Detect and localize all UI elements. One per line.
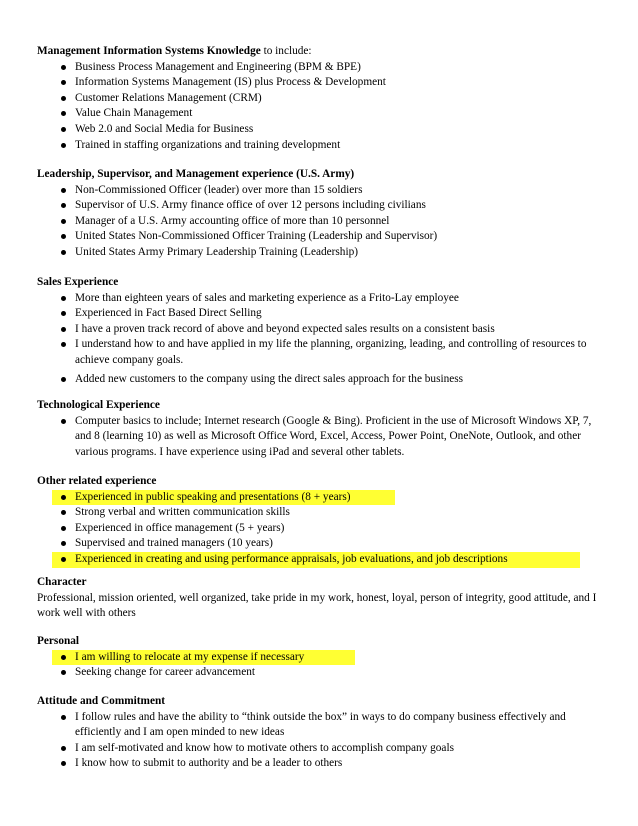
other-section [37, 474, 603, 568]
mis-section [37, 44, 603, 153]
list-item: Customer Relations Management (CRM) [37, 91, 603, 107]
leadership-list [37, 183, 603, 261]
section-heading: Personal [37, 635, 80, 647]
personal-section [37, 634, 603, 681]
list-item: Non-Commissioned Officer (leader) over more than 15 soldiers [37, 183, 603, 199]
section-heading: Character [37, 576, 87, 588]
list-item: Web 2.0 and Social Media for Business [37, 122, 603, 138]
list-item: Computer basics to include; Internet research (Google & Bing). Proficient in the use of Microsoft Windows XP, 7, and 8 (learning 10) as well as Microsoft Office Word, Excel, Access, Power Point, OneNote, Outlook, and other various programs. I have experience using iPad and several other tablets. [37, 414, 603, 461]
list-item: I am self-motivated and know how to motivate others to accomplish company goals [37, 741, 603, 757]
bullet-icon [61, 234, 66, 239]
bullet-icon [61, 250, 66, 255]
list-item: Supervised and trained managers (10 years) [37, 536, 603, 552]
bullet-icon [61, 495, 66, 500]
bullet-icon [61, 65, 66, 70]
bullet-icon [61, 203, 66, 208]
bullet-icon [61, 670, 66, 675]
list-item: I understand how to and have applied in my life the planning, organizing, leading, and controlling of resources to achieve company goals. [37, 337, 603, 368]
list-item: Trained in staffing organizations and training development [37, 138, 603, 154]
list-item-highlighted: Experienced in public speaking and presentations (8 + years) [52, 490, 395, 506]
tech-list [37, 414, 603, 461]
list-item-highlighted: I am willing to relocate at my expense if necessary [52, 650, 355, 666]
bullet-icon [61, 219, 66, 224]
list-item: Strong verbal and written communication skills [37, 505, 603, 521]
list-item: Information Systems Management (IS) plus Process & Development [37, 75, 603, 91]
list-item: Supervisor of U.S. Army finance office of over 12 persons including civilians [37, 198, 603, 214]
list-item: Experienced in Fact Based Direct Selling [37, 306, 603, 322]
bullet-icon [61, 541, 66, 546]
bullet-icon [61, 342, 66, 347]
personal-list [37, 650, 603, 681]
bullet-icon [61, 188, 66, 193]
bullet-icon [61, 655, 66, 660]
attitude-section [37, 694, 603, 772]
bullet-icon [61, 296, 66, 301]
bullet-icon [61, 715, 66, 720]
bullet-icon [61, 746, 66, 751]
bullet-icon [61, 377, 66, 382]
bullet-icon [61, 80, 66, 85]
list-item: United States Non-Commissioned Officer Training (Leadership and Supervisor) [37, 229, 603, 245]
other-list [37, 490, 603, 568]
character-section [37, 575, 603, 622]
bullet-icon [61, 127, 66, 132]
list-item: More than eighteen years of sales and marketing experience as a Frito-Lay employee [37, 291, 603, 307]
list-item: I know how to submit to authority and be a leader to others [37, 756, 603, 772]
section-heading: Sales Experience [37, 276, 119, 288]
bullet-icon [61, 311, 66, 316]
bullet-icon [61, 526, 66, 531]
list-item: I have a proven track record of above and beyond expected sales results on a consistent basis [37, 322, 603, 338]
bullet-icon [61, 510, 66, 515]
list-item: Value Chain Management [37, 106, 603, 122]
list-item: Added new customers to the company using the direct sales approach for the business [37, 372, 603, 388]
bullet-icon [61, 419, 66, 424]
list-item: Experienced in office management (5 + years) [37, 521, 603, 537]
list-item-highlighted: Experienced in creating and using performance appraisals, job evaluations, and job descriptions [52, 552, 580, 568]
leadership-section [37, 167, 603, 261]
bullet-icon [61, 557, 66, 562]
section-heading: Management Information Systems Knowledge to include: [37, 45, 312, 57]
bullet-icon [61, 111, 66, 116]
bullet-icon [61, 96, 66, 101]
section-heading: Other related experience [37, 475, 157, 487]
list-item: I follow rules and have the ability to “think outside the box” in ways to do company business effectively and efficiently and I am open minded to new ideas [37, 710, 603, 741]
list-item: Manager of a U.S. Army accounting office of more than 10 personnel [37, 214, 603, 230]
character-text: Professional, mission oriented, well organized, take pride in my work, honest, loyal, person of integrity, good attitude, and I work well with others [37, 591, 597, 620]
tech-section [37, 398, 603, 460]
section-heading: Technological Experience [37, 399, 160, 411]
sales-section [37, 275, 603, 387]
section-heading: Leadership, Supervisor, and Management experience (U.S. Army) [37, 168, 355, 180]
list-item: Seeking change for career advancement [37, 665, 603, 681]
list-item: United States Army Primary Leadership Training (Leadership) [37, 245, 603, 261]
list-item: Business Process Management and Engineering (BPM & BPE) [37, 60, 603, 76]
bullet-icon [61, 327, 66, 332]
bullet-icon [61, 143, 66, 148]
bullet-icon [61, 761, 66, 766]
sales-list [37, 291, 603, 388]
section-heading: Attitude and Commitment [37, 695, 166, 707]
attitude-list [37, 710, 603, 772]
mis-list [37, 60, 603, 154]
